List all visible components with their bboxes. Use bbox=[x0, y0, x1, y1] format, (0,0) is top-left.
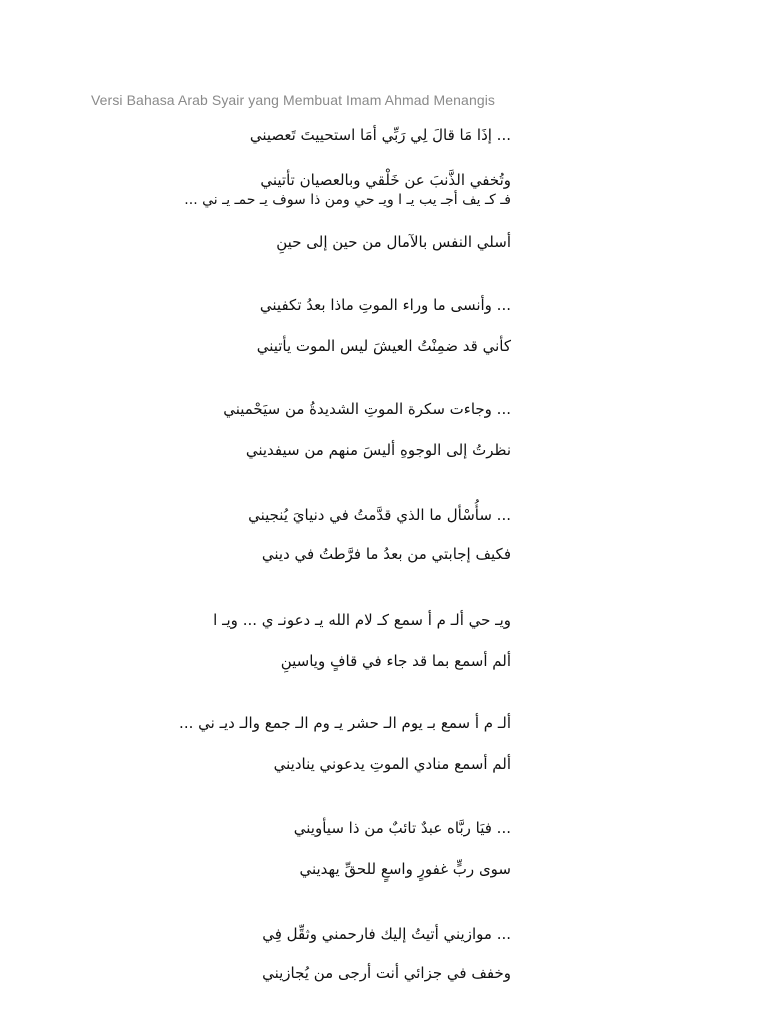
verse-line: فـ كـ يف أجـ يب يـ ا ويـ حي ومن ذا سوف يـ حمـ يـ ني ... bbox=[184, 192, 511, 208]
verse-line: سوى ربٍّ غفورٍ واسعٍ للحقِّ يهديني bbox=[299, 860, 511, 878]
verse-line: ... وأنسى ما وراء الموتِ ماذا بعدُ تكفيني bbox=[259, 296, 511, 314]
verse-line: ... سأُسْأل ما الذي قدَّمتُ في دنيايَ يُنجيني bbox=[248, 506, 511, 524]
verse-line: ويـ حي ألـ م أ سمع كـ لام الله يـ دعونـ ي ... ويـ ا bbox=[213, 611, 511, 629]
verse-line: ... وجاءت سكرة الموتِ الشديدةُ من سيَحْميني bbox=[223, 400, 511, 418]
verse-line: ... إذَا مَا قالَ لِي رَبِّي أمَا استحييتَ تَعصيني bbox=[249, 126, 511, 144]
verse-line: نظرتُ إلى الوجوهِ أليسَ منهم من سيفديني bbox=[245, 441, 511, 459]
verse-line: وخفف في جزائي أنت أرجى من يُجازيني bbox=[262, 964, 511, 982]
document-title: Versi Bahasa Arab Syair yang Membuat Imam Ahmad Menangis bbox=[91, 92, 496, 108]
verse-line: ... موازيني أتيتُ إليك فارحمني وثقِّل فِي bbox=[262, 925, 511, 943]
verse-line: وتُخفي الذَّنبَ عن خَلْقي وبالعصيان تأتيني bbox=[260, 171, 511, 189]
verse-line: فكيف إجابتي من بعدُ ما فرَّطتُ في ديني bbox=[261, 545, 511, 563]
verse-line: ألم أسمع منادي الموتِ يدعوني يناديني bbox=[273, 755, 511, 773]
verse-line: ألم أسمع بما قد جاء في قافٍ وياسينِ bbox=[280, 652, 511, 670]
verse-line: ... فيَا ربَّاه عبدٌ تائبٌ من ذا سيأويني bbox=[293, 819, 511, 837]
verse-line: كأني قد ضمِنْتُ العيشَ ليس الموت يأتيني bbox=[256, 337, 511, 355]
verse-line: ألـ م أ سمع بـ يوم الـ حشر يـ وم الـ جمع والـ ديـ ني ... bbox=[179, 714, 511, 732]
verse-line: أسلي النفس بالآمال من حين إلى حينِ bbox=[276, 233, 511, 251]
